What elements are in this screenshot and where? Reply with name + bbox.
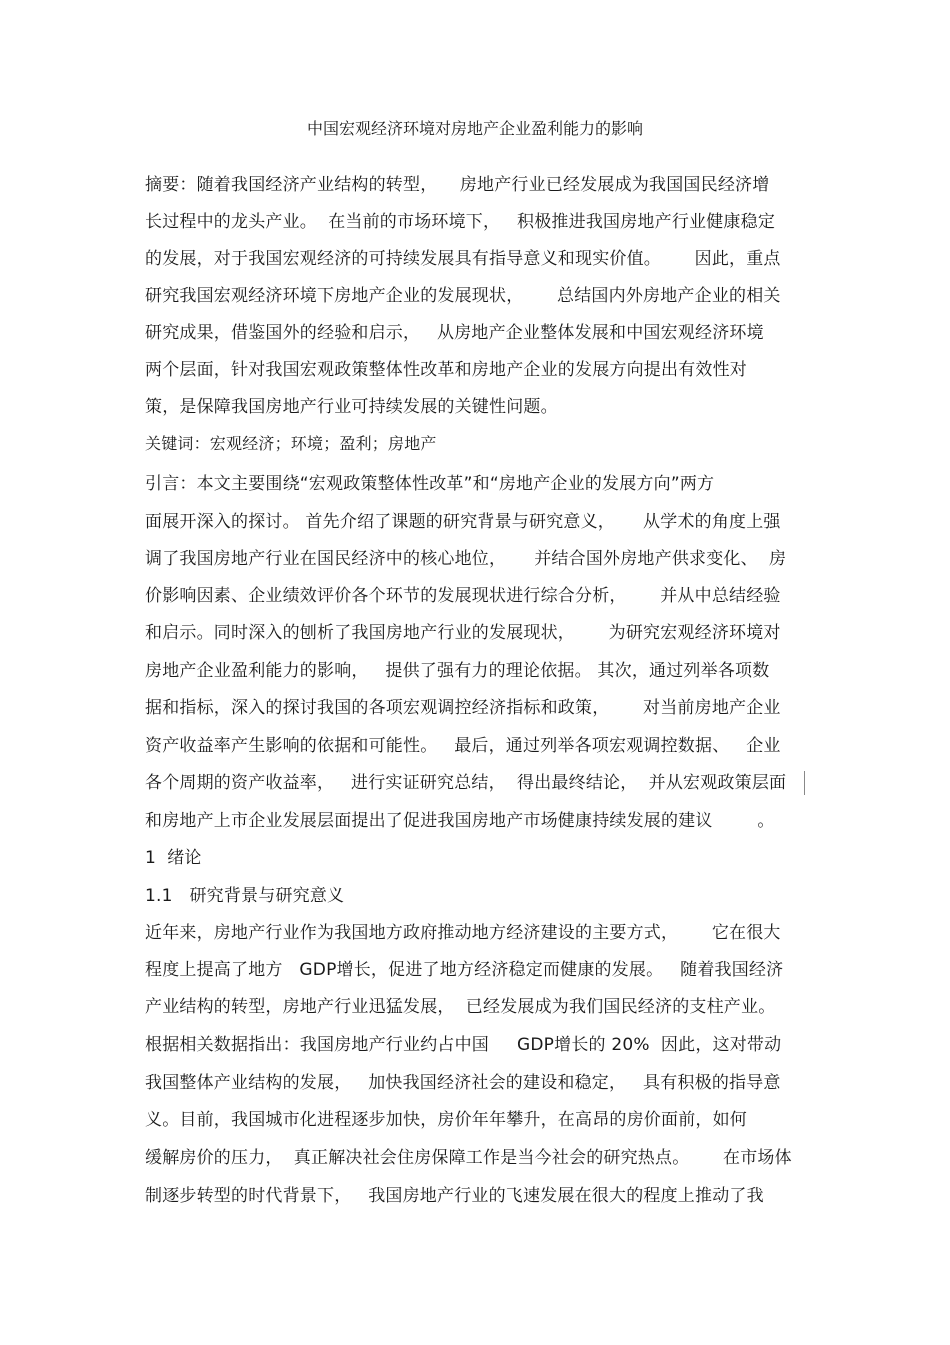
abstract-line: 两个层面，针对我国宏观政策整体性改革和房地产企业的发展方向提出有效性对	[145, 360, 747, 380]
body-line: 根据相关数据指出：我国房地产行业约占中国 GDP增长的 20% 因此，这对带动	[145, 1035, 782, 1055]
body-line: 近年来，房地产行业作为我国地方政府推动地方经济建设的主要方式， 它在很大	[145, 923, 781, 943]
intro-line: 价影响因素、企业绩效评价各个环节的发展现状进行综合分析， 并从中总结经验	[145, 586, 781, 606]
body-line: 我国整体产业结构的发展， 加快我国经济社会的建设和稳定， 具有积极的指导意	[145, 1073, 781, 1093]
body-line: 缓解房价的压力， 真正解决社会住房保障工作是当今社会的研究热点。 在市场体	[145, 1148, 792, 1168]
section-heading-1: 1 绪论	[145, 848, 202, 868]
body-line: 产业结构的转型，房地产行业迅猛发展， 已经发展成为我们国民经济的支柱产业。	[145, 997, 776, 1017]
body-line: 制逐步转型的时代背景下， 我国房地产行业的飞速发展在很大的程度上推动了我	[145, 1186, 764, 1206]
section-heading-1-1: 1.1 研究背景与研究意义	[145, 886, 345, 906]
intro-line: 调了我国房地产行业在国民经济中的核心地位， 并结合国外房地产供求变化、 房	[145, 549, 787, 569]
intro-line: 各个周期的资产收益率， 进行实证研究总结， 得出最终结论， 并从宏观政策层面	[145, 773, 787, 793]
intro-line: 面展开深入的探讨。 首先介绍了课题的研究背景与研究意义， 从学术的角度上强	[145, 512, 781, 532]
margin-mark	[804, 771, 805, 795]
abstract-line: 研究我国宏观经济环境下房地产企业的发展现状， 总结国内外房地产企业的相关	[145, 286, 781, 306]
intro-line: 房地产企业盈利能力的影响， 提供了强有力的理论依据。 其次，通过列举各项数	[145, 661, 770, 681]
abstract-line: 摘要：随着我国经济产业结构的转型， 房地产行业已经发展成为我国国民经济增	[145, 175, 770, 195]
intro-line: 据和指标，深入的探讨我国的各项宏观调控经济指标和政策， 对当前房地产企业	[145, 698, 781, 718]
abstract-line: 的发展，对于我国宏观经济的可持续发展具有指导意义和现实价值。 因此，重点	[145, 249, 781, 269]
body-line: 义。目前，我国城市化进程逐步加快，房价年年攀升，在高昂的房价面前，如何	[145, 1110, 747, 1130]
keywords-line: 关键词：宏观经济；环境；盈利；房地产	[145, 434, 437, 453]
abstract-line: 策，是保障我国房地产行业可持续发展的关键性问题。	[145, 397, 558, 417]
abstract-line: 研究成果，借鉴国外的经验和启示， 从房地产企业整体发展和中国宏观经济环境	[145, 323, 764, 343]
intro-line: 资产收益率产生影响的依据和可能性。 最后，通过列举各项宏观调控数据、 企业	[145, 736, 781, 756]
document-title: 中国宏观经济环境对房地产企业盈利能力的影响	[306, 119, 643, 138]
body-line: 程度上提高了地方 GDP增长，促进了地方经济稳定而健康的发展。 随着我国经济	[145, 960, 784, 980]
abstract-line: 长过程中的龙头产业。 在当前的市场环境下， 积极推进我国房地产行业健康稳定	[145, 212, 776, 232]
intro-line: 和房地产上市企业发展层面提出了促进我国房地产市场健康持续发展的建议 。	[145, 811, 775, 831]
intro-line: 引言：本文主要围绕“宏观政策整体性改革”和“房地产企业的发展方向”两方	[145, 474, 715, 494]
intro-line: 和启示。同时深入的刨析了我国房地产行业的发展现状， 为研究宏观经济环境对	[145, 623, 781, 643]
